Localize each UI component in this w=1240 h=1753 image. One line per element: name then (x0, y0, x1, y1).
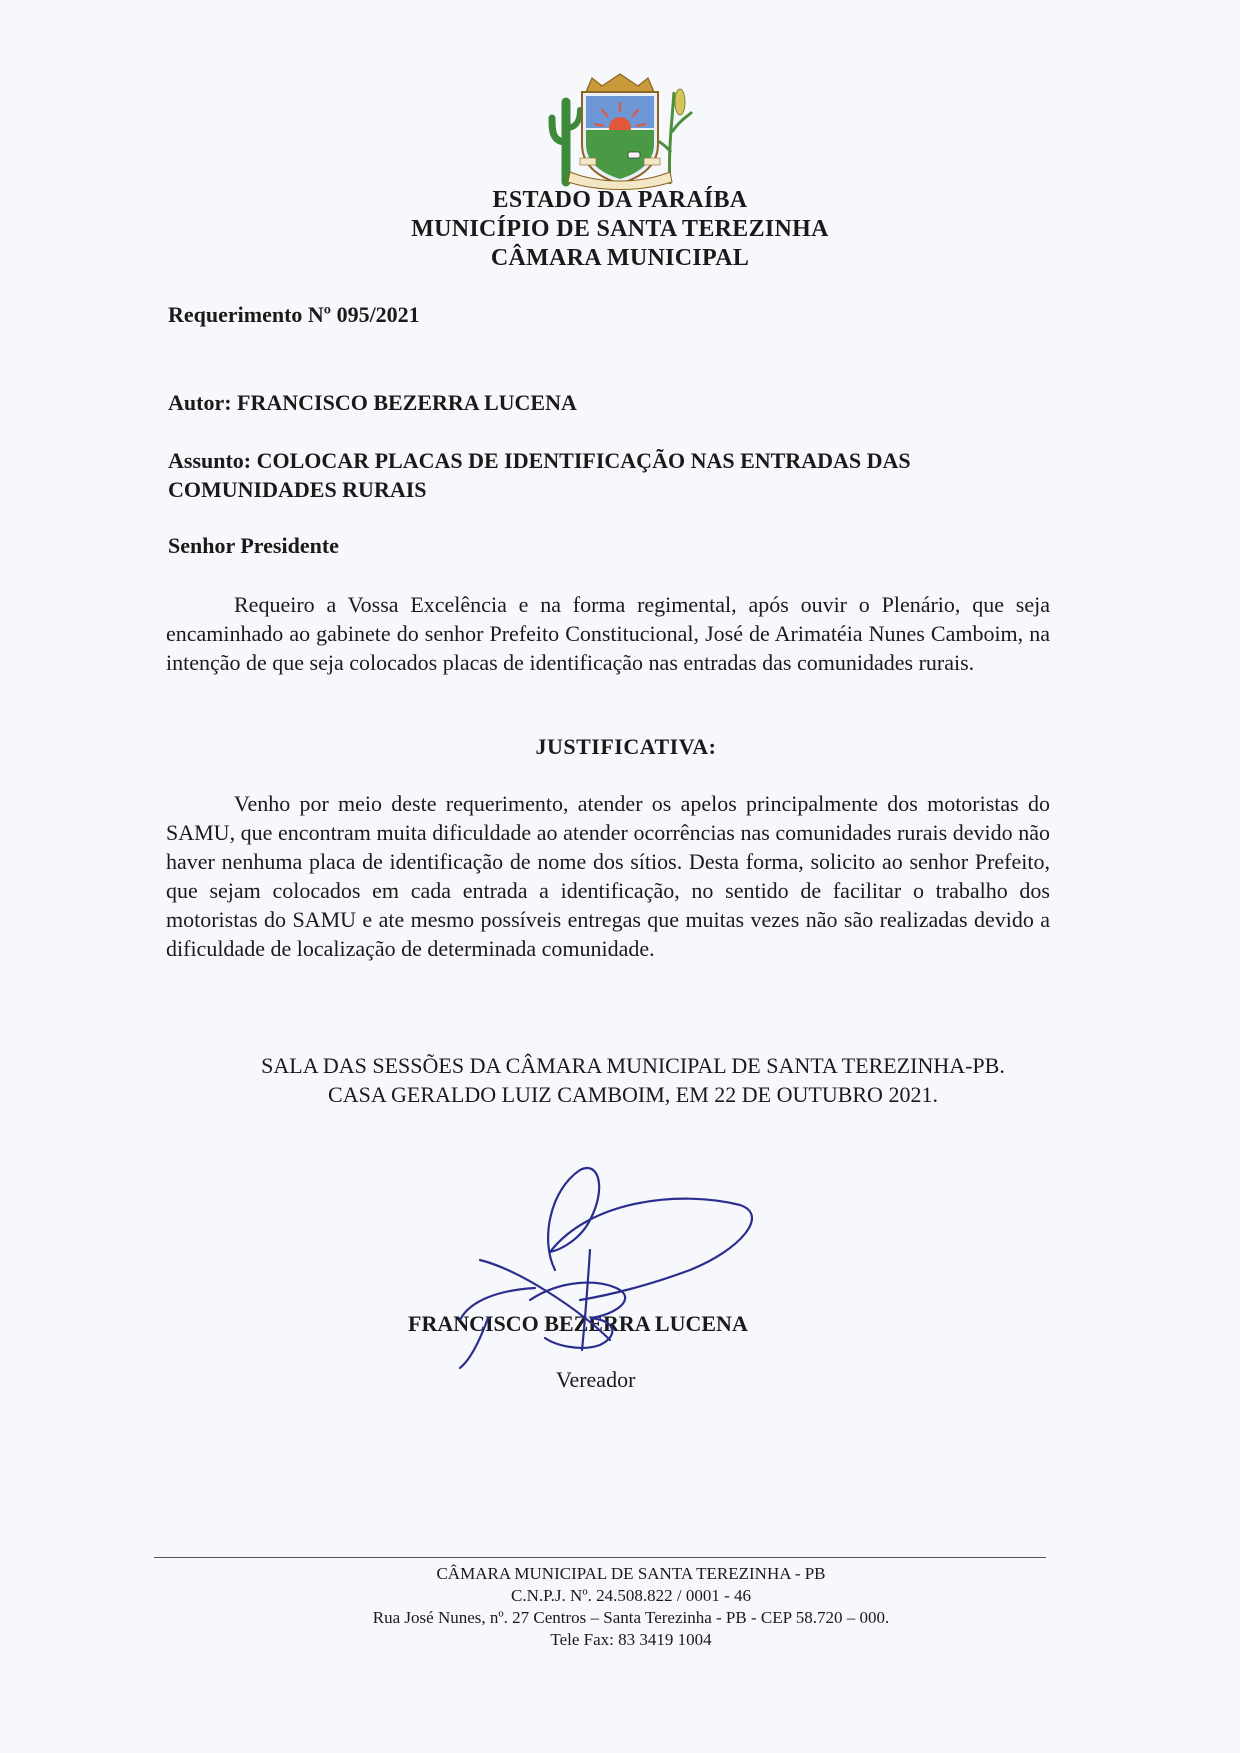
justification-body (166, 789, 1050, 963)
state-title: ESTADO DA PARAÍBA (492, 187, 748, 213)
subject-line: Assunto: COLOCAR PLACAS DE IDENTIFICAÇÃO NAS ENTRADAS DAS COMUNIDADES RURAIS (168, 448, 911, 502)
footer (0, 1563, 1240, 1651)
footer-divider (154, 1557, 1046, 1558)
author-line: Autor: FRANCISCO BEZERRA LUCENA (168, 390, 577, 415)
municipality-title: MUNICÍPIO DE SANTA TEREZINHA (411, 216, 829, 242)
chamber-title: CÂMARA MUNICIPAL (490, 245, 750, 271)
closing-line-1: SALA DAS SESSÕES DA CÂMARA MUNICIPAL DE SANTA TEREZINHA-PB. (261, 1053, 1005, 1078)
handwritten-signature-icon (440, 1160, 770, 1370)
footer-line-1: CÂMARA MUNICIPAL DE SANTA TEREZINHA - PB (436, 1564, 826, 1583)
justification-body-text: Venho por meio deste requerimento, atender os apelos principalmente dos motoristas do SAMU, que encontram muita dificuldade ao atender ocorrências nas comunidades rurais devido não haver nenhuma placa de identificação de nome dos sítios. Desta forma, solicito ao senhor Prefeito, que sejam colocados em cada entrada a identificação, no sentido de facilitar o trabalho dos motoristas do SAMU e ate mesmo possíveis entregas que muitas vezes não são realizadas devido a dificuldade de localização de determinada comunidade. (166, 791, 1050, 961)
letterhead (0, 186, 1240, 273)
request-body (166, 590, 1050, 677)
footer-cnpj: C.N.P.J. Nº. 24.508.822 / 0001 - 46 (511, 1586, 751, 1605)
request-number: Requerimento Nº 095/2021 (168, 302, 420, 327)
request-body-text: Requeiro a Vossa Excelência e na forma regimental, após ouvir o Plenário, que seja encaminhado ao gabinete do senhor Prefeito Constitucional, José de Arimatéia Nunes Camboim, na intenção de que seja colocados placas de identificação nas entradas das comunidades rurais. (166, 592, 1050, 675)
closing-block (0, 1051, 1240, 1109)
justification-title: JUSTIFICATIVA: (535, 734, 717, 759)
closing-line-2: CASA GERALDO LUIZ CAMBOIM, EM 22 DE OUTUBRO 2021. (328, 1082, 938, 1107)
municipal-crest-icon (540, 72, 700, 190)
salutation: Senhor Presidente (168, 533, 339, 558)
footer-phone: Tele Fax: 83 3419 1004 (550, 1630, 712, 1649)
footer-address: Rua José Nunes, nº. 27 Centros – Santa Terezinha - PB - CEP 58.720 – 000. (372, 1608, 890, 1627)
signatory-role: Vereador (556, 1367, 636, 1392)
signatory-name: FRANCISCO BEZERRA LUCENA (408, 1311, 748, 1336)
